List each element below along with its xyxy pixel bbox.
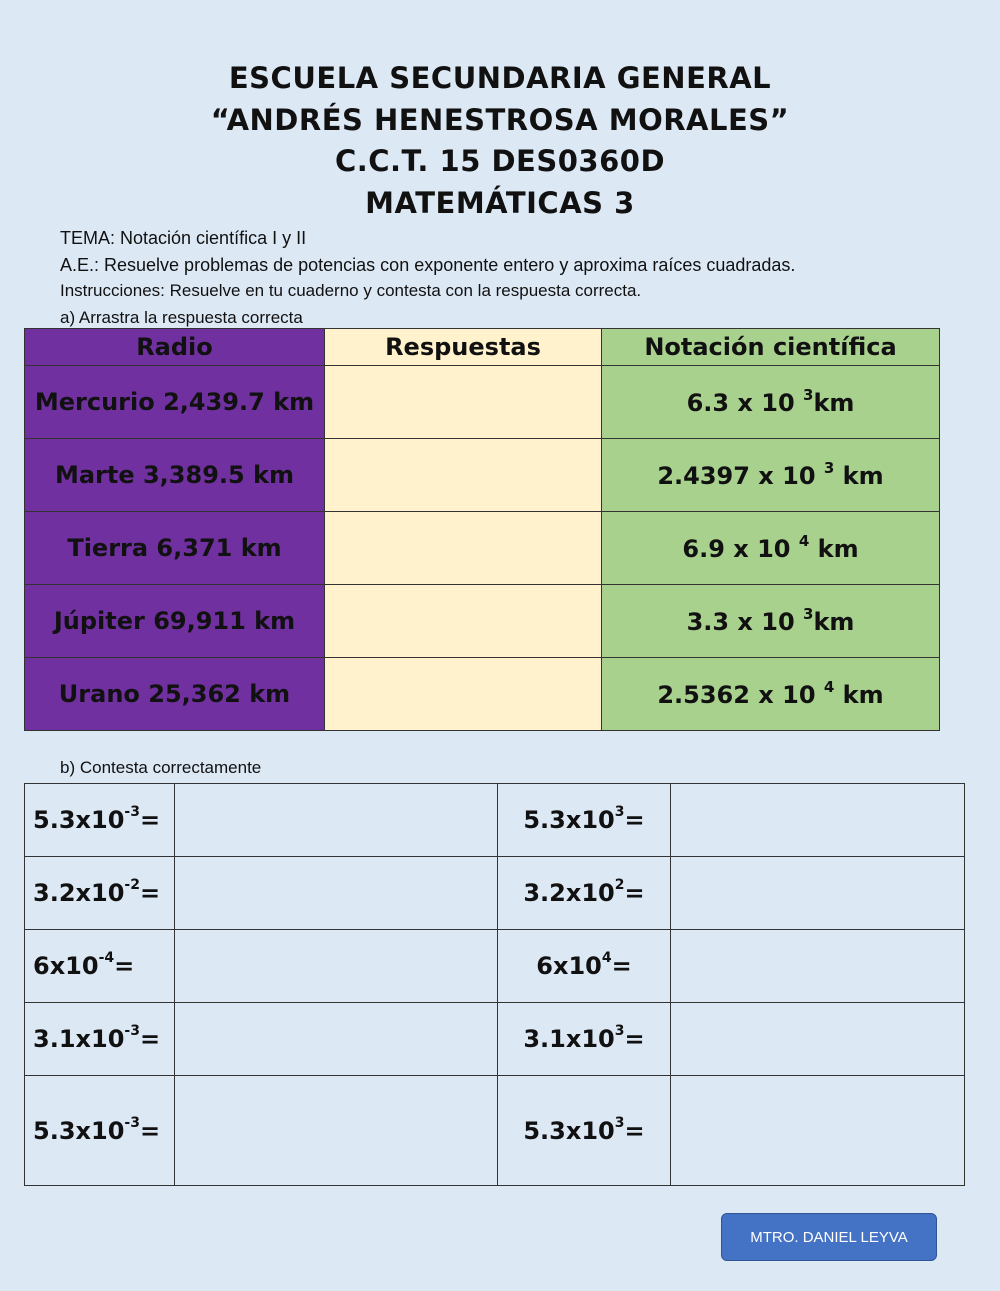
header-radio: Radio [25, 329, 325, 366]
table-row [25, 784, 965, 857]
table-row [25, 366, 940, 439]
answer-input-cell[interactable] [671, 930, 965, 1003]
table-header-row [25, 329, 940, 366]
planet-radius-cell: Júpiter 69,911 km [25, 585, 325, 658]
table-row [25, 857, 965, 930]
answer-input-cell[interactable] [175, 784, 498, 857]
school-name: ESCUELA SECUNDARIA GENERAL [228, 61, 772, 95]
table-row [25, 512, 940, 585]
negative-exponent-expression: $5.3x10^{-3}=$ [25, 784, 175, 857]
answer-drop-zone[interactable] [325, 439, 602, 512]
school-code: C.C.T. 15 DES0360D [334, 144, 666, 178]
positive-exponent-expression: $3.2x10^2=$ [498, 857, 671, 930]
positive-exponent-expression: $5.3x10^3=$ [498, 784, 671, 857]
answer-drop-zone[interactable] [325, 658, 602, 731]
positive-exponent-expression: $3.1x10^3=$ [498, 1003, 671, 1076]
table-row [25, 585, 940, 658]
scientific-notation-option[interactable]: 2.5362 x 10 $^4$ km [602, 658, 940, 731]
answer-input-cell[interactable] [175, 1076, 498, 1186]
answer-input-cell[interactable] [671, 784, 965, 857]
answer-input-cell[interactable] [671, 1076, 965, 1186]
answer-input-cell[interactable] [671, 857, 965, 930]
worksheet-info [60, 225, 960, 331]
school-subname: “ANDRÉS HENESTROSA MORALES” [210, 102, 790, 137]
planet-radius-cell: Tierra 6,371 km [25, 512, 325, 585]
table-row [25, 1076, 965, 1186]
table-row [25, 439, 940, 512]
part-a-label: a) Arrastra la respuesta correcta [60, 307, 303, 327]
subject-title: MATEMÁTICAS 3 [365, 185, 635, 220]
table-row [25, 930, 965, 1003]
school-header [0, 58, 1000, 224]
instructions-text: Instrucciones: Resuelve en tu cuaderno y contesta con la respuesta correcta. [60, 281, 642, 300]
planet-radius-table [24, 328, 940, 731]
negative-exponent-expression: $3.1x10^{-3}=$ [25, 1003, 175, 1076]
answer-input-cell[interactable] [175, 1003, 498, 1076]
planet-radius-cell: Mercurio 2,439.7 km [25, 366, 325, 439]
answer-drop-zone[interactable] [325, 512, 602, 585]
answer-drop-zone[interactable] [325, 366, 602, 439]
header-notacion: Notación científica [602, 329, 940, 366]
scientific-notation-option[interactable]: 3.3 x 10 $^3$km [602, 585, 940, 658]
exercise-table [24, 783, 965, 1186]
negative-exponent-expression: $5.3x10^{-3}=$ [25, 1076, 175, 1186]
scientific-notation-option[interactable]: 6.9 x 10 $^4$ km [602, 512, 940, 585]
answer-input-cell[interactable] [175, 930, 498, 1003]
positive-exponent-expression: $5.3x10^3=$ [498, 1076, 671, 1186]
part-b-label: b) Contesta correctamente [60, 758, 262, 777]
table-row [25, 1003, 965, 1076]
teacher-name-button[interactable]: MTRO. DANIEL LEYVA [721, 1213, 937, 1261]
answer-input-cell[interactable] [671, 1003, 965, 1076]
learning-goal-text: A.E.: Resuelve problemas de potencias con exponente entero y aproxima raíces cuadradas. [60, 254, 796, 275]
positive-exponent-expression: $6x10^4=$ [498, 930, 671, 1003]
planet-radius-cell: Urano 25,362 km [25, 658, 325, 731]
header-respuestas: Respuestas [325, 329, 602, 366]
scientific-notation-option[interactable]: 2.4397 x 10 $^3$ km [602, 439, 940, 512]
scientific-notation-option[interactable]: 6.3 x 10 $^3$km [602, 366, 940, 439]
planet-radius-cell: Marte 3,389.5 km [25, 439, 325, 512]
answer-input-cell[interactable] [175, 857, 498, 930]
table-row [25, 658, 940, 731]
negative-exponent-expression: $3.2x10^{-2}=$ [25, 857, 175, 930]
topic-text: TEMA: Notación científica I y II [60, 228, 307, 248]
negative-exponent-expression: $6x10^{-4}=$ [25, 930, 175, 1003]
answer-drop-zone[interactable] [325, 585, 602, 658]
